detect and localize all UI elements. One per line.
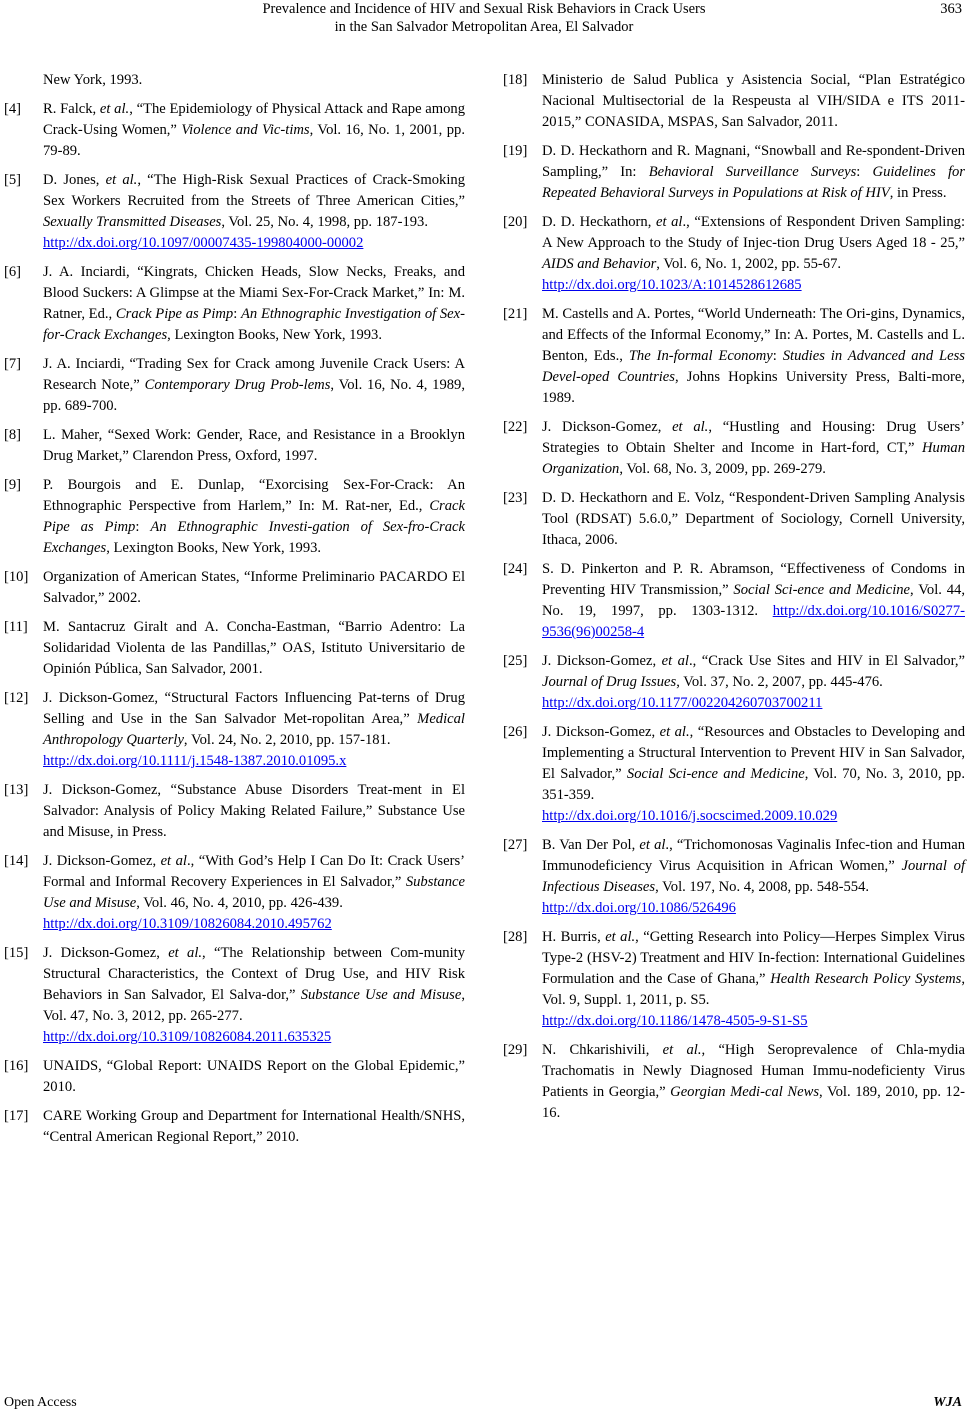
reference-item [4,475,465,559]
doi-link[interactable]: http://dx.doi.org/10.1023/A:1014528612685 [542,277,802,293]
reference-text: M. Santacruz Giralt and A. Concha-Eastman, “Barrio Adentro: La Solidaridad Violenta de las Pandillas,” OAS, Istituto Universitario de Opinión Pública, San Salvador, 2001. [43,619,465,677]
reference-item [503,70,965,133]
reference-number: [6] [4,264,22,280]
reference-item [4,262,465,346]
reference-number: [27] [503,837,528,853]
header-title-line1: Prevalence and Incidence of HIV and Sexual Risk Behaviors in Crack Users [262,1,706,17]
reference-item [4,354,465,417]
reference-number: [23] [503,490,528,506]
footer-open-access: Open Access [4,1395,77,1410]
reference-text: L. Maher, “Sexed Work: Gender, Race, and Resistance in a Brooklyn Drug Market,” Clarendon Press, Oxford, 1997. [43,427,465,464]
reference-item [503,559,965,643]
reference-text: R. Falck, et al., “The Epidemiology of Physical Attack and Rape among Crack-Using Women,” Violence and Vic-tims, Vol. 16, No. 1, 2001, pp. 79-89. [43,101,465,159]
reference-text: H. Burris, et al., “Getting Research into Policy—Herpes Simplex Virus Type-2 (HSV-2) Treatment and HIV In-fection: International Guidelines Formulation and the Case of Ghana,” Health Research Policy Systems, Vol. 9, Suppl. 1, 2011, p. S5. [542,929,965,1008]
reference-item [503,488,965,551]
running-header [0,0,968,44]
reference-column-left [4,70,465,1156]
doi-link[interactable]: http://dx.doi.org/10.1016/S0277-9536(96)00258-4 [542,603,965,640]
reference-number: [16] [4,1058,29,1074]
footer-journal-abbrev: WJA [933,1395,962,1410]
reference-number: [11] [4,619,28,635]
reference-text: J. A. Inciardi, “Kingrats, Chicken Heads, Slow Necks, Freaks, and Blood Suckers: A Glimpse at the Miami Sex-For-Crack Market,” In: M. Ratner, Ed., Crack Pipe as Pimp: An Ethnographic Investigation of Sex-for-Crack Exchanges, Lexington Books, New York, 1993. [43,264,465,343]
reference-text: N. Chkarishivili, et al., “High Seroprevalence of Chla-mydia Trachomatis in Newly Diagnosed Human Immu-nodeficienty Virus Patients in Georgia,” Georgian Medi-cal News, Vol. 189, 2010, pp. 12-16. [542,1042,966,1121]
reference-item [503,927,965,1032]
reference-number: [14] [4,853,29,869]
reference-text: B. Van Der Pol, et al., “Trichomonosas Vaginalis Infec-tion and Human Immunodeficiency Virus Acquisition in African Women,” Journal of Infectious Diseases, Vol. 197, No. 4, 2008, pp. 548-554. [542,837,965,895]
doi-link[interactable]: http://dx.doi.org/10.1016/j.socscimed.2009.10.029 [542,808,838,824]
reference-number: [25] [503,653,528,669]
reference-number: [17] [4,1108,29,1124]
doi-link[interactable]: http://dx.doi.org/10.3109/10826084.2011.635325 [43,1029,332,1045]
reference-text: D. D. Heckathorn and R. Magnani, “Snowball and Re-spondent-Driven Sampling,” In: Behavioral Surveillance Surveys: Guidelines for Repeated Behavioral Surveys in Populations at Risk of HIV, in Press. [542,143,965,201]
reference-text: J. Dickson-Gomez, et al., “With God’s Help I Can Do It: Crack Users’ Formal and Informal Recovery Experiences in El Salvador,” Substance Use and Misuse, Vol. 46, No. 4, 2010, pp. 426-439. [43,853,465,911]
reference-number: [20] [503,214,528,230]
reference-text: D. Jones, et al., “The High-Risk Sexual Practices of Crack-Smoking Sex Workers Recruited from the Streets of Three American Cities,” Sexually Transmitted Diseases, Vol. 25, No. 4, 1998, pp. 187-193. [43,172,465,230]
reference-text: J. Dickson-Gomez, et al., “The Relationship between Com-munity Structural Characteristics, the Context of Drug Use, and HIV Risk Behaviors in San Salvador, El Salva-dor,” Substance Use and Misuse, Vol. 47, No. 3, 2012, pp. 265-277. [43,945,465,1024]
reference-item [4,943,465,1048]
reference-item [4,688,465,772]
reference-number: [26] [503,724,528,740]
reference-number: [22] [503,419,528,435]
reference-number: [28] [503,929,528,945]
reference-item [503,1040,965,1124]
reference-text: J. A. Inciardi, “Trading Sex for Crack among Juvenile Crack Users: A Research Note,” Contemporary Drug Prob-lems, Vol. 16, No. 4, 1989, pp. 689-700. [43,356,465,414]
reference-number: [21] [503,306,528,322]
reference-text: P. Bourgois and E. Dunlap, “Exorcising Sex-For-Crack: An Ethnographic Perspective from Harlem,” In: M. Rat-ner, Ed., Crack Pipe as Pimp: An Ethnographic Investi-gation of Sex-fro-Crack Exchanges, Lexington Books, New York, 1993. [43,477,465,556]
reference-item [4,1056,465,1098]
reference-number: [10] [4,569,29,585]
header-title-line2: in the San Salvador Metropolitan Area, El Salvador [334,19,634,35]
reference-number: [5] [4,172,22,188]
doi-link[interactable]: http://dx.doi.org/10.1086/526496 [542,900,736,916]
reference-text: D. D. Heckathorn, et al., “Extensions of Respondent Driven Sampling: A New Approach to the Study of Injec-tion Drug Users Aged 18 - 25,” AIDS and Behavior, Vol. 6, No. 1, 2002, pp. 55-67. [542,214,965,272]
reference-column-right [503,70,965,1132]
reference-text: S. D. Pinkerton and P. R. Abramson, “Effectiveness of Condoms in Preventing HIV Transmission,” Social Sci-ence and Medicine, Vol. 44, No. 19, 1997, pp. 1303-1312. http://dx.doi.org/10.1016/S0277-9536(96)00258-4 [542,561,965,640]
reference-item [4,99,465,162]
reference-number: [4] [4,101,22,117]
reference-number: [9] [4,477,22,493]
reference-text: J. Dickson-Gomez, “Structural Factors Influencing Pat-terns of Drug Selling and Use in the San Salvador Met-ropolitan Area,” Medical Anthropology Quarterly, Vol. 24, No. 2, 2010, pp. 157-181. [43,690,465,748]
reference-item [503,417,965,480]
reference-item [4,170,465,254]
reference-text: J. Dickson-Gomez, et al., “Hustling and Housing: Drug Users’ Strategies to Obtain Shelter and Income in Hart-ford, CT,” Human Organization, Vol. 68, No. 3, 2009, pp. 269-279. [542,419,965,477]
reference-number: [12] [4,690,29,706]
page-footer [0,1393,968,1413]
reference-number: [19] [503,143,528,159]
reference-item [4,567,465,609]
reference-item [4,617,465,680]
doi-link[interactable]: http://dx.doi.org/10.1097/00007435-199804000-00002 [43,235,364,251]
reference-item [4,851,465,935]
reference-number: [15] [4,945,29,961]
reference-item [4,780,465,843]
doi-link[interactable]: http://dx.doi.org/10.1186/1478-4505-9-S1-S5 [542,1013,808,1029]
reference-number: [8] [4,427,22,443]
doi-link[interactable]: http://dx.doi.org/10.3109/10826084.2010.495762 [43,916,332,932]
reference-number: [29] [503,1042,528,1058]
reference-item [503,651,965,714]
reference-number: [24] [503,561,528,577]
page-number: 363 [940,1,962,17]
reference-item [4,425,465,467]
reference-text: Organization of American States, “Informe Preliminario PACARDO El Salvador,” 2002. [43,569,465,606]
reference-number: [18] [503,72,528,88]
reference-text: J. Dickson-Gomez, “Substance Abuse Disorders Treat-ment in El Salvador: Analysis of Policy Making Related Failure,” Substance Use and Misuse, in Press. [43,782,465,840]
reference-text: J. Dickson-Gomez, et al., “Crack Use Sites and HIV in El Salvador,” Journal of Drug Issues, Vol. 37, No. 2, 2007, pp. 445-476. [542,653,965,690]
reference-text: D. D. Heckathorn and E. Volz, “Respondent-Driven Sampling Analysis Tool (RDSAT) 5.6.0,” Department of Sociology, Cornell University, Ithaca, 2006. [542,490,965,548]
doi-link[interactable]: http://dx.doi.org/10.1177/002204260703700211 [542,695,823,711]
reference-item [503,141,965,204]
reference-text: UNAIDS, “Global Report: UNAIDS Report on the Global Epidemic,” 2010. [43,1058,465,1095]
reference-text: M. Castells and A. Portes, “World Underneath: The Ori-gins, Dynamics, and Effects of the Informal Economy,” In: A. Portes, M. Castells and L. Benton, Eds., The In-formal Economy: Studies in Advanced and Less Devel-oped Countries, Johns Hopkins University Press, Balti-more, 1989. [542,306,965,406]
reference-text: CARE Working Group and Department for International Health/SNHS, “Central American Regional Report,” 2010. [43,1108,465,1145]
reference-number: [7] [4,356,22,372]
reference-number: [13] [4,782,29,798]
doi-link[interactable]: http://dx.doi.org/10.1111/j.1548-1387.2010.01095.x [43,753,347,769]
reference-continuation: New York, 1993. [43,72,143,88]
reference-item [503,722,965,827]
reference-item [503,835,965,919]
reference-item [4,1106,465,1148]
reference-text: Ministerio de Salud Publica y Asistencia Social, “Plan Estratégico Nacional Multisectorial de la Respeusta al VIH/SIDA e ITS 2011-2015,” CONASIDA, MSPAS, San Salvador, 2011. [542,72,965,130]
reference-text: J. Dickson-Gomez, et al., “Resources and Obstacles to Developing and Implementing a Structural Intervention to Prevent HIV in San Salvador, El Salvador,” Social Sci-ence and Medicine, Vol. 70, No. 3, 2010, pp. 351-359. [542,724,966,803]
reference-item [503,304,965,409]
reference-item [503,212,965,296]
